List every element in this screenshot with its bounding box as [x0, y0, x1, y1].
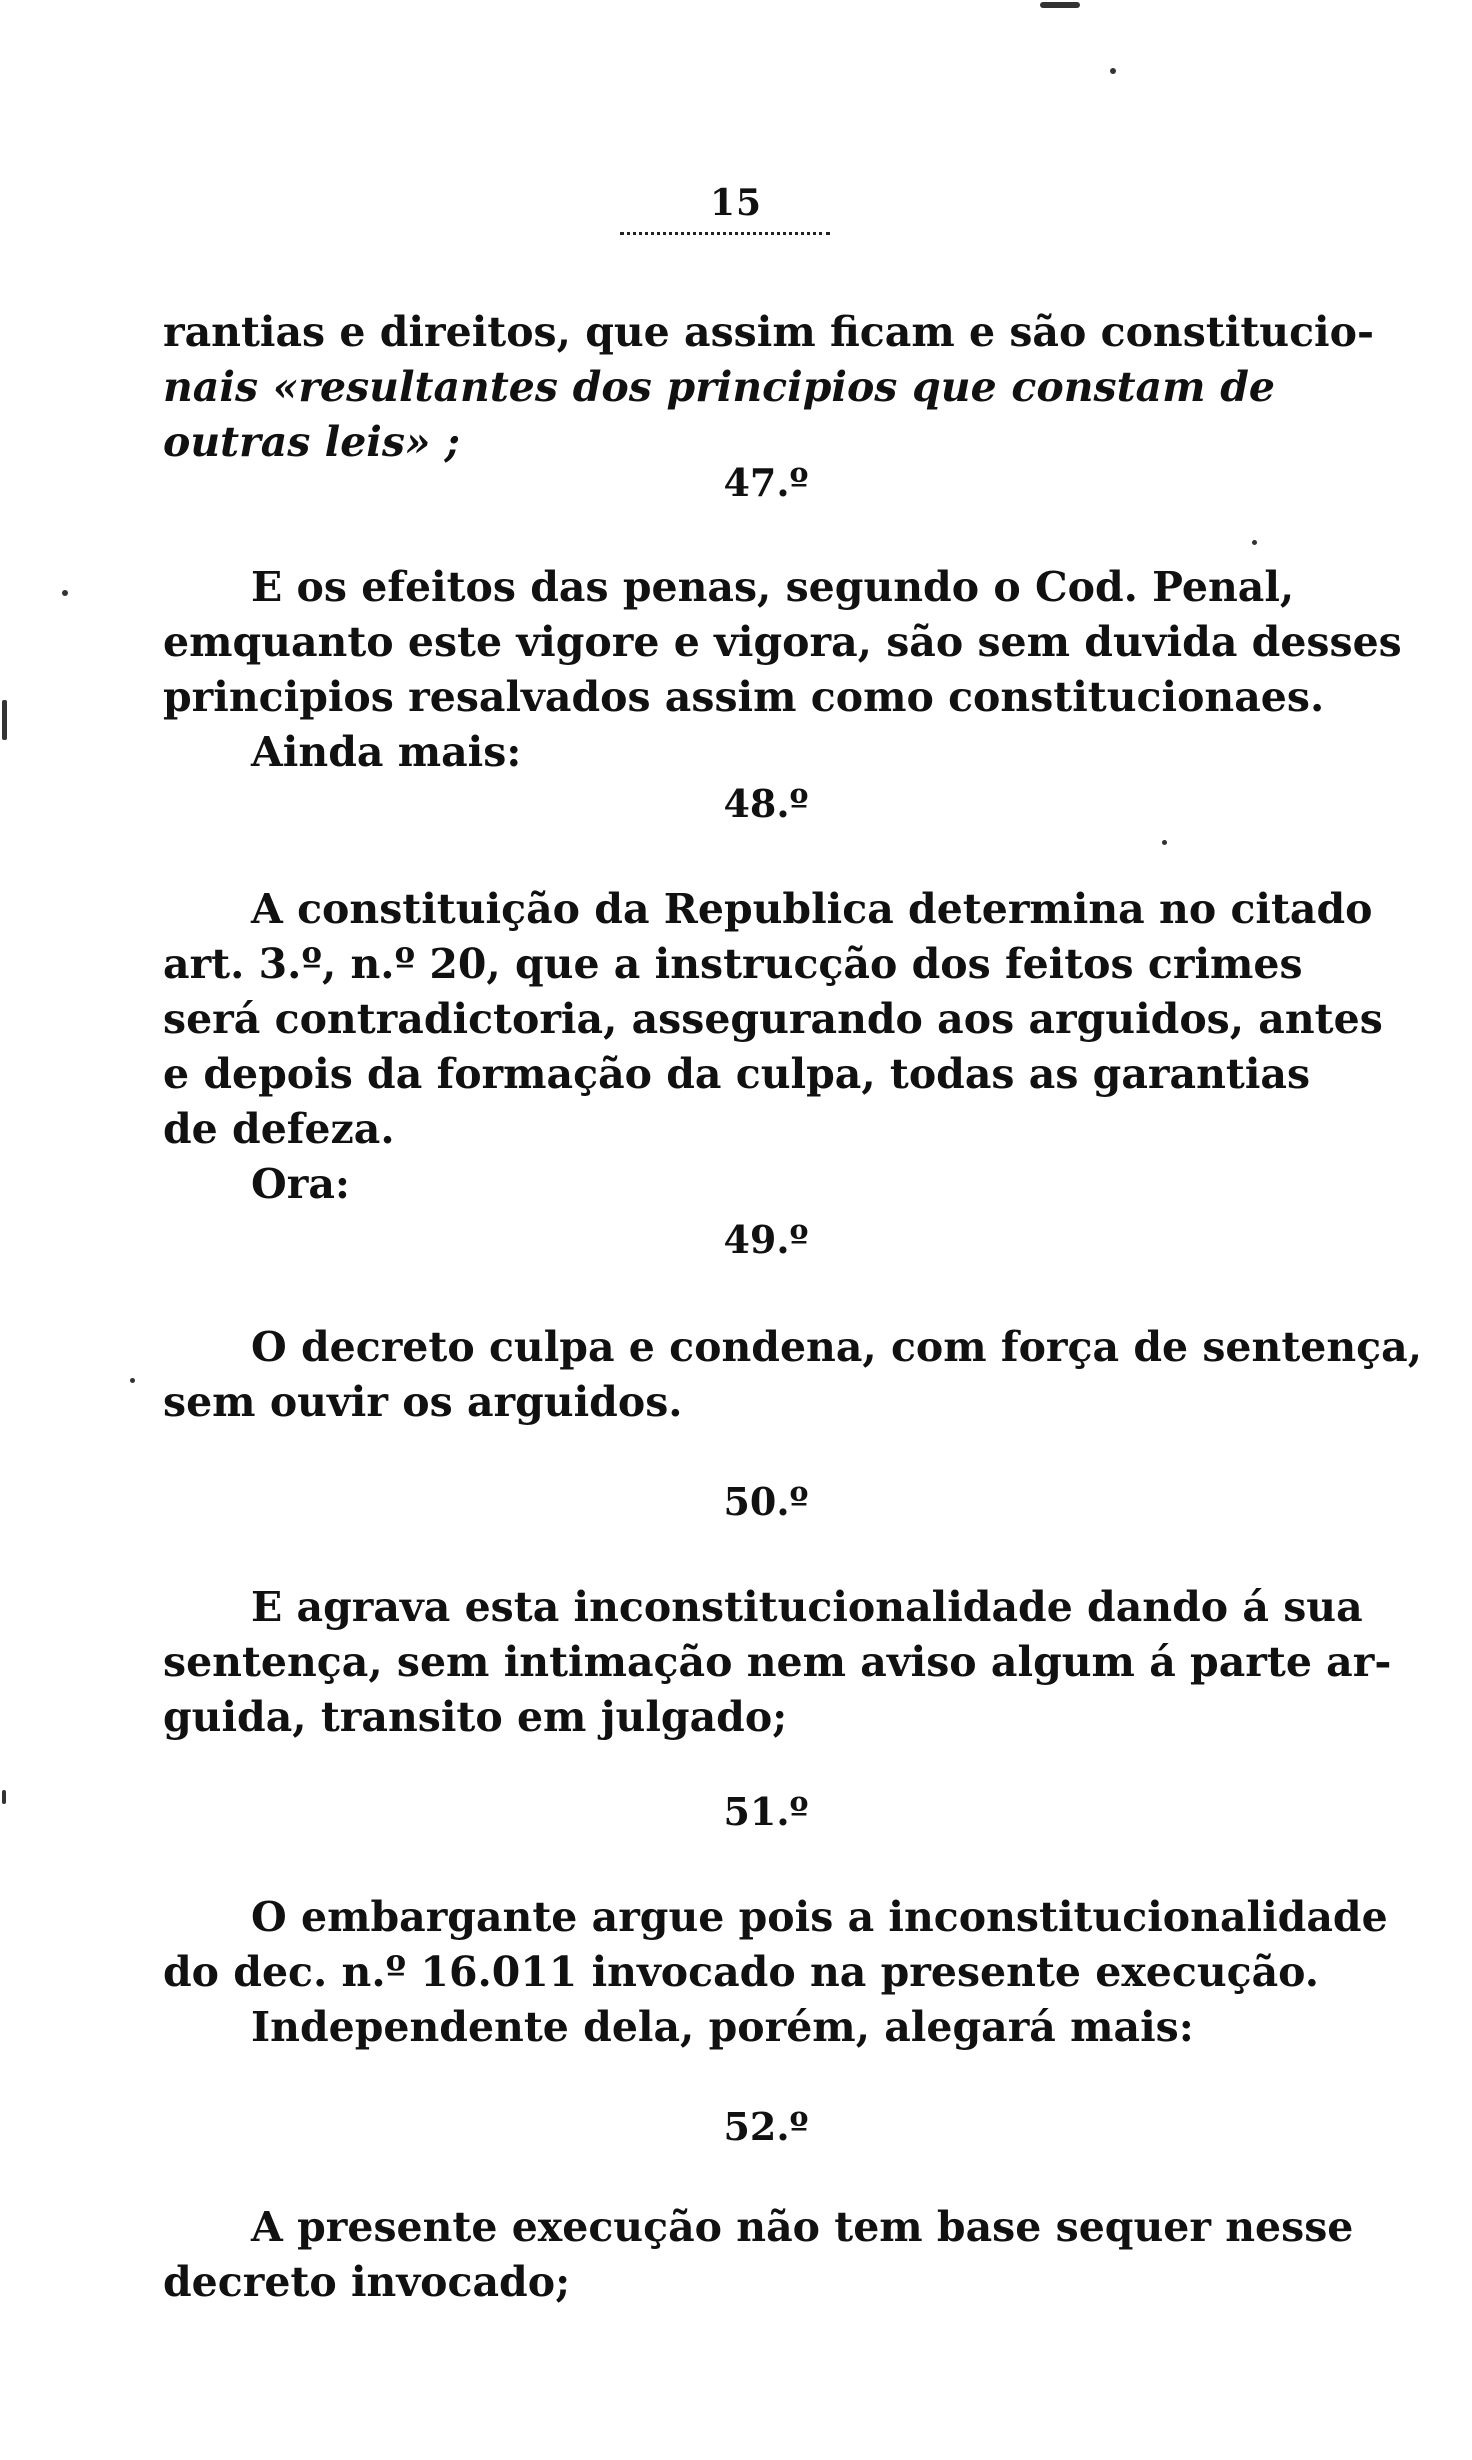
paragraph-48: [163, 882, 1383, 1212]
article-number-48: 48.º: [723, 781, 809, 826]
paragraph-51: [163, 1890, 1388, 2055]
text-line: do dec. n.º 16.011 invocado na presente execução.: [163, 1948, 1320, 1996]
text-line: emquanto este vigore e vigora, são sem duvida desses: [163, 618, 1402, 666]
text-line: O decreto culpa e condena, com força de sentença,: [251, 1323, 1422, 1371]
paragraph-47: [163, 560, 1402, 780]
paragraph-49: [163, 1320, 1422, 1430]
scan-speck: [2, 1790, 6, 1804]
article-number-52: 52.º: [723, 2104, 809, 2149]
text-line: E os efeitos das penas, segundo o Cod. Penal,: [251, 563, 1295, 611]
text-line: Ora:: [251, 1160, 351, 1208]
scan-speck: [2, 700, 7, 740]
text-line: e depois da formação da culpa, todas as garantias: [163, 1050, 1311, 1098]
paragraph-52: [163, 2200, 1354, 2310]
scan-speck: [62, 590, 68, 596]
text-line: nais «resultantes dos principios que constam de: [163, 363, 1275, 411]
paragraph-continuation: [163, 305, 1374, 470]
text-line: decreto invocado;: [163, 2258, 571, 2306]
text-line: art. 3.º, n.º 20, que a instrucção dos feitos crimes: [163, 940, 1303, 988]
text-line: Independente dela, porém, alegará mais:: [251, 2003, 1194, 2051]
page-number-rule: [620, 232, 830, 235]
article-number-51: 51.º: [723, 1789, 809, 1834]
text-line: guida, transito em julgado;: [163, 1693, 788, 1741]
text-line: outras leis» ;: [163, 418, 460, 466]
scan-speck: [1252, 540, 1257, 545]
text-line: principios resalvados assim como constitucionaes.: [163, 673, 1325, 721]
text-line: será contradictoria, assegurando aos arguidos, antes: [163, 995, 1383, 1043]
scan-speck: [1110, 68, 1116, 74]
scan-speck: [1040, 2, 1080, 8]
text-line: de defeza.: [163, 1105, 395, 1153]
article-number-50: 50.º: [723, 1479, 809, 1524]
paragraph-50: [163, 1580, 1392, 1745]
text-line: E agrava esta inconstitucionalidade dando á sua: [251, 1583, 1363, 1631]
scan-speck: [1162, 840, 1167, 845]
text-line: sentença, sem intimação nem aviso algum á parte ar-: [163, 1638, 1392, 1686]
text-line: sem ouvir os arguidos.: [163, 1378, 683, 1426]
text-line: Ainda mais:: [251, 728, 522, 776]
text-line: O embargante argue pois a inconstitucionalidade: [251, 1893, 1388, 1941]
article-number-49: 49.º: [723, 1217, 809, 1262]
text-line: A presente execução não tem base sequer nesse: [251, 2203, 1354, 2251]
text-line: A constituição da Republica determina no citado: [251, 885, 1373, 933]
scan-speck: [130, 1378, 135, 1383]
article-number-47: 47.º: [723, 460, 809, 505]
page-number: 15: [709, 182, 763, 224]
text-line: rantias e direitos, que assim ficam e são constitucio-: [163, 308, 1374, 356]
